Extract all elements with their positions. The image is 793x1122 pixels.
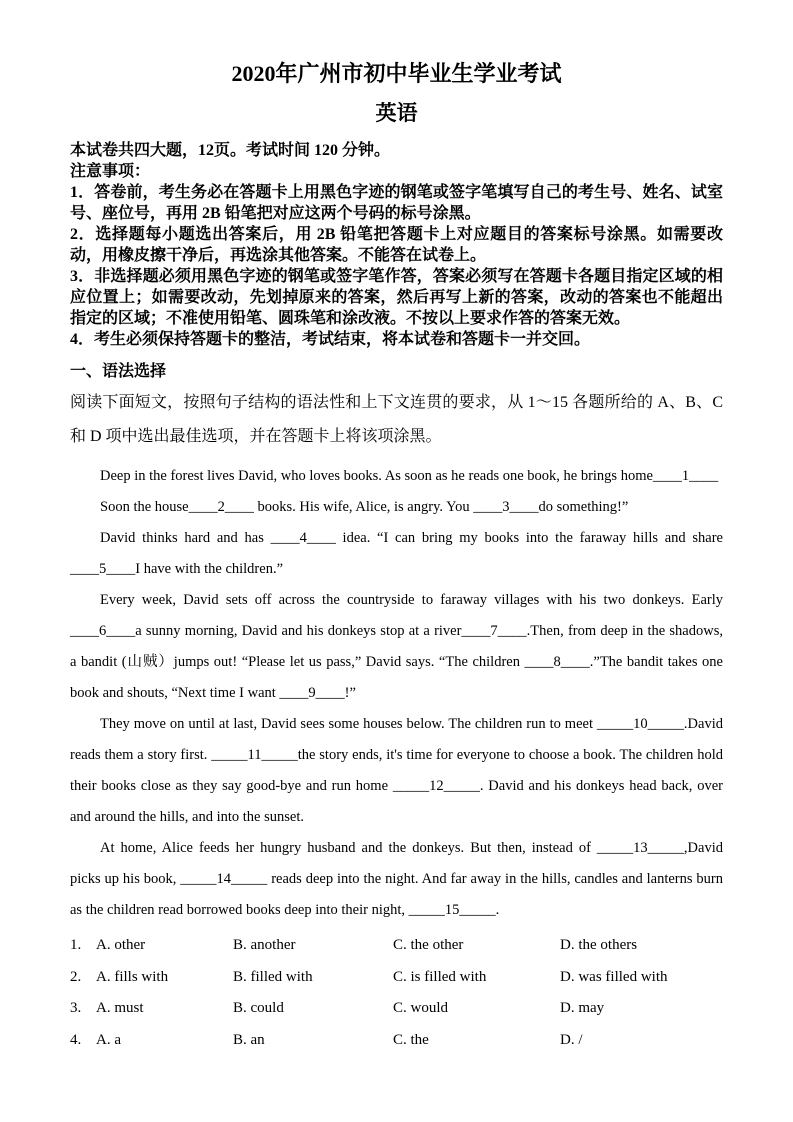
question-number: 2. [70, 968, 82, 985]
question-row-1 [70, 930, 723, 962]
option-c: C. the other [393, 937, 464, 953]
option-b: B. filled with [233, 968, 313, 985]
passage-paragraph-3: David thinks hard and has ____4____ idea. “I can bring my books into the faraway hills and share ____5____I have with the children.” [70, 530, 723, 577]
option-d: D. / [560, 1031, 583, 1048]
option-a: A. a [96, 1031, 121, 1048]
cloze-passage [70, 461, 723, 926]
option-b: B. an [233, 1031, 265, 1048]
passage-paragraph-5: They move on until at last, David sees some houses below. The children run to meet _____10_____.David reads them a story first. _____11_____the story ends, it's time for everyone to choose a book. The children hold their books close as they say good-bye and run home _____12_____. David and his donkeys head back, over and around the hills, and into the sunset. [70, 716, 723, 825]
notice-heading: 注意事项： [70, 163, 151, 180]
section-heading: 一、语法选择 [70, 363, 167, 380]
option-d: D. the others [560, 937, 638, 953]
page-title: 2020年广州市初中毕业生学业考试 [231, 61, 562, 86]
option-a: A. fills with [96, 968, 169, 985]
option-c: C. is filled with [393, 968, 487, 985]
option-b: B. could [233, 1000, 284, 1016]
question-row-3 [70, 993, 723, 1025]
question-number: 1. [70, 937, 82, 953]
option-a: A. must [96, 1000, 144, 1016]
passage-paragraph-2: Soon the house____2____ books. His wife, Alice, is angry. You ____3____do something!” [100, 499, 629, 515]
question-number: 4. [70, 1031, 82, 1048]
option-c: C. would [393, 1000, 449, 1016]
question-number: 3. [70, 1000, 82, 1016]
option-d: D. may [560, 1000, 605, 1016]
option-c: C. the [393, 1031, 429, 1048]
passage-paragraph-6: At home, Alice feeds her hungry husband and the donkeys. But then, instead of _____13_____,David picks up his book, _____14_____ reads deep into the night. And far away in the hills, candles and lanterns burn as the children read borrowed books deep into their night, _____15_____. [70, 840, 723, 918]
meta-line: 本试卷共四大题，12页。考试时间 120 分钟。 [70, 142, 391, 159]
option-d: D. was filled with [560, 968, 668, 985]
passage-paragraph-4: Every week, David sets off across the countryside to faraway villages with his two donkeys. Early ____6____a sunny morning, David and his donkeys stop at a river____7____.Then, from deep in the shadows, a bandit (山贼）jumps out! “Please let us pass,” David says. “The children ____8____.”The bandit takes one book and shouts, “Next time I want ____9____!” [70, 592, 723, 701]
questions-block [70, 930, 723, 1056]
passage-paragraph-1: Deep in the forest lives David, who loves books. As soon as he reads one book, he brings home____1____ [100, 468, 719, 484]
notice-item-2: 2．选择题每小题选出答案后，用 2B 铅笔把答题卡上对应题目的答案标号涂黑。如需要改动，用橡皮擦干净后，再选涂其他答案。不能答在试卷上。 [70, 226, 723, 264]
notice-item-3: 3．非选择题必须用黑色字迹的钢笔或签字笔作答，答案必须写在答题卡各题目指定区域的相应位置上；如需要改动，先划掉原来的答案，然后再写上新的答案，改动的答案也不能超出指定的区域；不准使用铅笔、圆珠笔和涂改液。不按以上要求作答的答案无效。 [70, 268, 723, 327]
question-row-4 [70, 1025, 723, 1057]
notice-item-1: 1．答卷前，考生务必在答题卡上用黑色字迹的钢笔或签字笔填写自己的考生号、姓名、试室号、座位号，再用 2B 铅笔把对应这两个号码的标号涂黑。 [70, 184, 723, 222]
subject-title: 英语 [375, 101, 418, 125]
notice-item-4: 4．考生必须保持答题卡的整洁，考试结束，将本试卷和答题卡一并交回。 [70, 331, 591, 348]
option-b: B. another [233, 937, 296, 953]
question-row-2 [70, 962, 723, 994]
option-a: A. other [96, 937, 146, 953]
section-instructions: 阅读下面短文，按照句子结构的语法性和上下文连贯的要求，从 1～15 各题所给的 A、B、C 和 D 项中选出最佳选项，并在答题卡上将该项涂黑。 [70, 394, 723, 445]
